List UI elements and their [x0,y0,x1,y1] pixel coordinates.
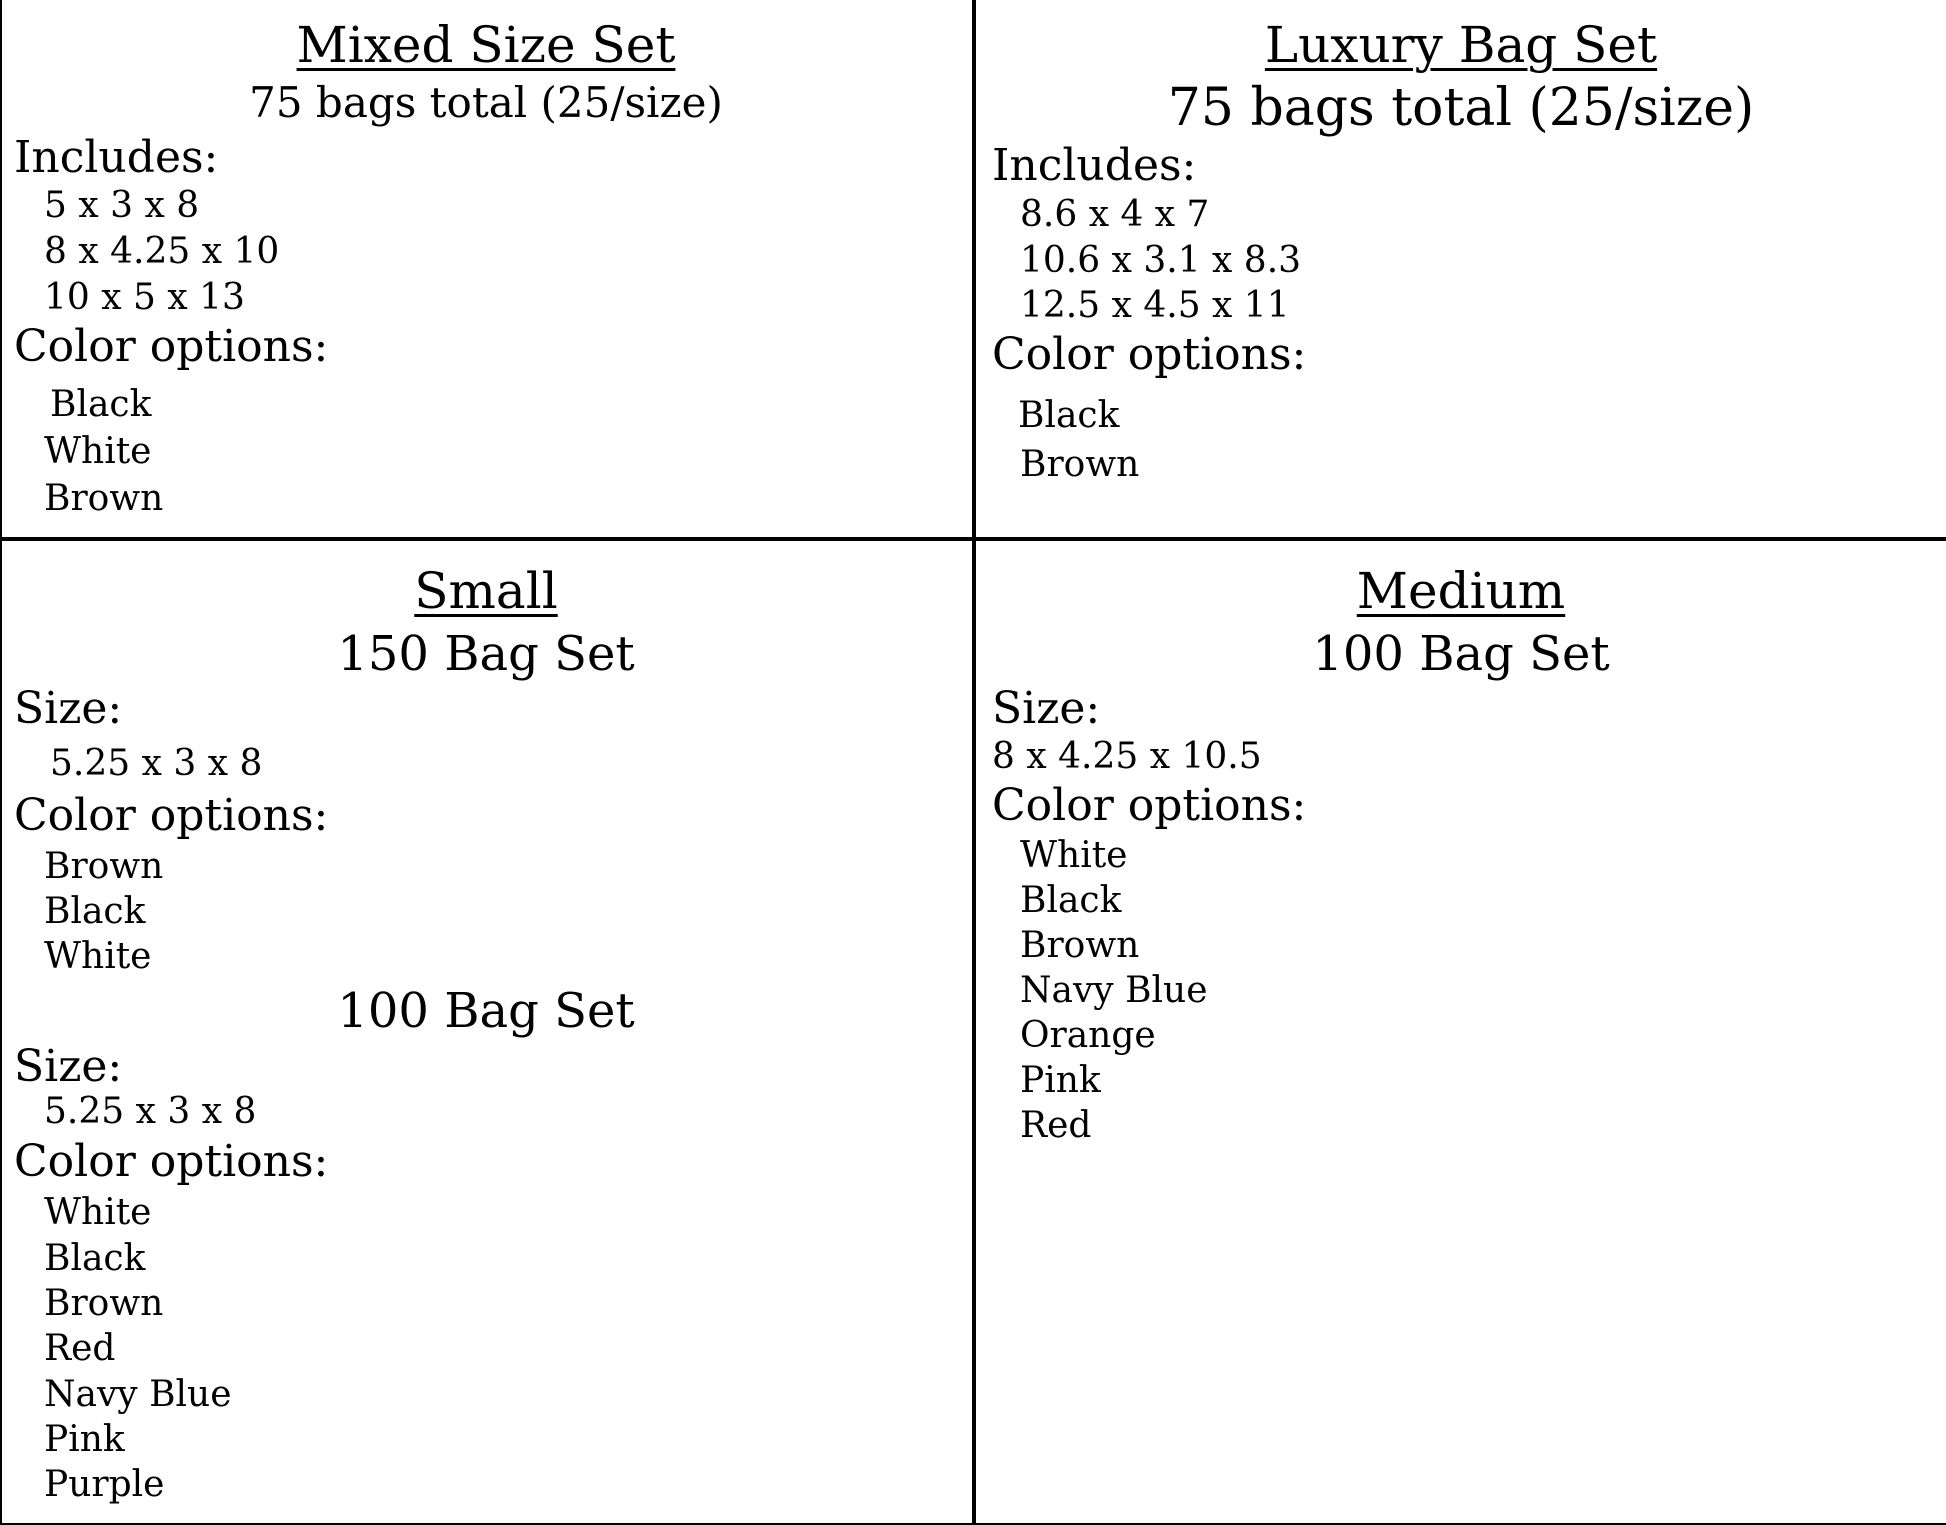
color-item: Orange [1020,1015,1156,1056]
size-item: 8.6 x 4 x 7 [1020,194,1210,235]
includes-label: Includes: [992,140,1197,191]
medium-panel [976,541,1946,1525]
size-item: 10.6 x 3.1 x 8.3 [1020,240,1302,281]
size-value: 5.25 x 3 x 8 [50,743,263,784]
color-item: Pink [44,1419,125,1460]
small-100-subtitle: 100 Bag Set [337,983,635,1039]
size-label: Size: [992,683,1101,734]
includes-label: Includes: [14,132,219,183]
size-value: 5.25 x 3 x 8 [44,1091,257,1132]
color-item: Brown [44,846,164,887]
size-value: 8 x 4.25 x 10.5 [992,736,1262,777]
color-item: Navy Blue [44,1374,232,1415]
color-item: Navy Blue [1020,970,1208,1011]
luxury-bag-set-subtitle: 75 bags total (25/size) [1167,78,1755,138]
size-item: 8 x 4.25 x 10 [44,231,280,272]
color-item: Red [44,1328,116,1369]
size-label: Size: [14,1041,123,1092]
mixed-size-set-subtitle: 75 bags total (25/size) [249,78,723,127]
small-panel [0,541,972,1525]
color-item: Black [1018,395,1120,436]
small-title: Small [414,562,558,620]
color-item: Brown [44,1283,164,1324]
color-item: White [44,1192,152,1233]
color-item: Purple [44,1464,165,1505]
luxury-bag-set-panel [976,0,1946,537]
color-item: Brown [44,478,164,519]
color-item: White [44,936,152,977]
luxury-bag-set-title: Luxury Bag Set [1264,16,1658,74]
color-options-label: Color options: [992,780,1307,831]
mixed-size-set-panel [0,0,972,537]
color-item: Black [44,1238,146,1279]
size-item: 10 x 5 x 13 [44,277,245,318]
size-item: 5 x 3 x 8 [44,185,200,226]
color-item: Black [44,891,146,932]
medium-100-subtitle: 100 Bag Set [1312,626,1610,682]
color-options-label: Color options: [14,321,329,372]
size-label: Size: [14,683,123,734]
medium-title: Medium [1356,562,1566,620]
color-item: Brown [1020,444,1140,485]
size-item: 12.5 x 4.5 x 11 [1020,285,1290,326]
color-options-label: Color options: [14,1136,329,1187]
color-item: Red [1020,1105,1092,1146]
small-150-subtitle: 150 Bag Set [337,626,635,682]
color-item: Pink [1020,1060,1101,1101]
color-item: Brown [1020,925,1140,966]
mixed-size-set-title: Mixed Size Set [296,16,676,74]
color-options-label: Color options: [14,790,329,841]
color-item: White [44,431,152,472]
color-options-label: Color options: [992,329,1307,380]
color-item: Black [1020,880,1122,921]
color-item: White [1020,835,1128,876]
color-item: Black [50,384,152,425]
